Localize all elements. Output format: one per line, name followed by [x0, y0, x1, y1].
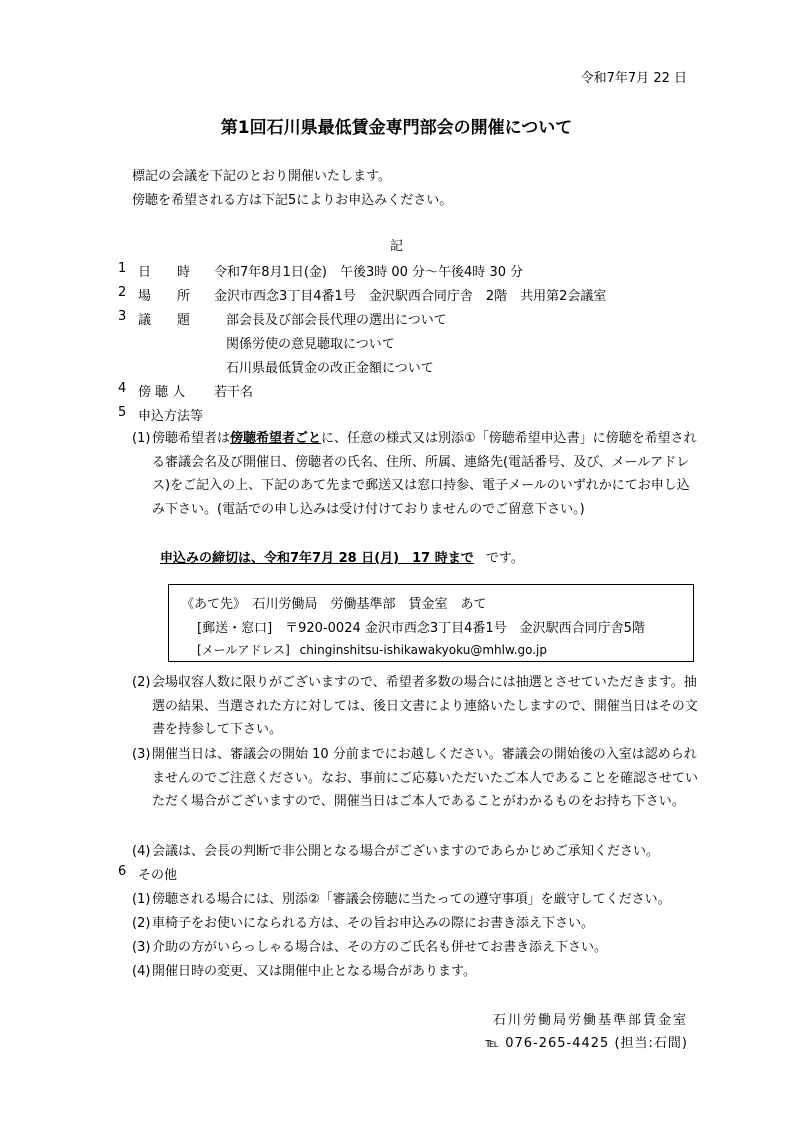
item-1-number: 1 [118, 261, 127, 276]
paragraph-number: (3) [132, 940, 151, 955]
item-3-label: 議 題 [138, 313, 191, 328]
sec6-paragraph-3: (3) 介助の方がいらっしゃる場合は、その方のご氏名も併せてお書き添え下さい。 [152, 936, 702, 960]
paragraph-number: (1) [132, 892, 151, 907]
address-box [168, 584, 694, 662]
item-1-value: 令和7年8月1日(金) 午後3時 00 分～午後4時 30 分 [214, 265, 524, 280]
item-4-label: 傍 聴 人 [138, 385, 186, 400]
item-3-number: 3 [118, 309, 127, 324]
document-date: 令和7年7月 22 日 [580, 71, 687, 86]
item-2-number: 2 [118, 285, 127, 300]
issuer-organization: 石川労働局労働基準部賃金室 [492, 1013, 688, 1028]
intro-line-2: 傍聴を希望される方は下記5によりお申込みください。 [132, 193, 453, 208]
email-address-line: [メールアドレス] chinginshitsu-ishikawakyoku@mhlw.go.jp [197, 643, 547, 657]
sec6-paragraph-1: (1) 傍聴される場合には、別添②「審議会傍聴に当たっての遵守事項」を厳守してください。 [152, 888, 702, 912]
paragraph-number: (2) [132, 916, 151, 931]
sec5-paragraph-3: (3) 開催当日は、審議会の開始 10 分前までにお越しください。審議会の開始後の入室は認められませんのでご注意ください。なお、事前にご応募いただいたご本人であることを確認させていただく場合がございますので、開催当日はご本人であることがわかるものをお持ち下さい。 [152, 743, 702, 814]
sec5-paragraph-2: (2) 会場収容人数に限りがございますので、希望者多数の場合には抽選とさせていただきます。抽選の結果、当選された方に対しては、後日文書により連絡いたしますので、開催当日はその文書を持参して下さい。 [152, 671, 702, 742]
item-5-number: 5 [118, 405, 127, 420]
paragraph-number: (4) [132, 964, 151, 979]
emphasis-text: 傍聴希望者ごと [230, 431, 322, 446]
sec6-paragraph-2: (2) 車椅子をお使いになられる方は、その旨お申込みの際にお書き添え下さい。 [152, 912, 702, 936]
sec6-paragraph-4: (4) 開催日時の変更、又は開催中止となる場合があります。 [152, 960, 702, 984]
paragraph-number: (4) [132, 844, 151, 859]
agenda-item: 部会長及び部会長代理の選出について [226, 313, 447, 328]
deadline-text: 申込みの締切は、令和7年7月 28 日(月) 17 時まで [160, 551, 474, 566]
item-6-label: その他 [138, 868, 178, 883]
paragraph-number: (3) [132, 747, 151, 762]
item-2-label: 場 所 [138, 289, 191, 304]
item-4-value: 若干名 [214, 385, 254, 400]
agenda-item: 関係労使の意見聴取について [226, 337, 395, 352]
item-6-number: 6 [118, 864, 127, 879]
sec5-paragraph-1: (1) 傍聴希望者は傍聴希望者ごとに、任意の様式又は別添①「傍聴希望申込書」に傍聴を希望される審議会名及び開催日、傍聴者の氏名、住所、所属、連絡先(電話番号、及び、メールアドレス)をご記入の上、下記のあて先まで郵送又は窓口持参、電子メールのいずれかにてお申し込み下さい。(電話での申し込みは受け付けておりませんのでご留意下さい。) [152, 427, 702, 521]
item-4-number: 4 [118, 381, 127, 396]
paragraph-number: (1) [132, 431, 151, 446]
ki-heading: 記 [389, 239, 403, 254]
postal-address: [郵送・窓口] 〒920-0024 金沢市西念3丁目4番1号 金沢駅西合同庁舎5階 [197, 621, 645, 636]
deadline-line: 申込みの締切は、令和7年7月 28 日(月) 17 時まで です。 [160, 551, 524, 566]
item-2-value: 金沢市西念3丁目4番1号 金沢駅西合同庁舎 2階 共用第2会議室 [214, 289, 607, 304]
email-address[interactable]: chinginshitsu-ishikawakyoku@mhlw.go.jp [299, 643, 547, 657]
item-5-label: 申込方法等 [138, 409, 204, 424]
address-heading: 《あて先》 石川労働局 労働基準部 賃金室 あて [181, 597, 487, 612]
agenda-item: 石川県最低賃金の改正金額について [226, 361, 434, 376]
issuer-telephone: ℡ 076-265-4425 (担当:石間) [485, 1036, 688, 1051]
paragraph-number: (2) [132, 675, 151, 690]
sec5-paragraph-4: (4) 会議は、会長の判断で非公開となる場合がございますのであらかじめご承知ください。 [152, 840, 702, 864]
item-1-label: 日 時 [138, 265, 191, 280]
document-title: 第1回石川県最低賃金専門部会の開催について [220, 118, 573, 138]
intro-line-1: 標記の会議を下記のとおり開催いたします。 [132, 169, 391, 184]
